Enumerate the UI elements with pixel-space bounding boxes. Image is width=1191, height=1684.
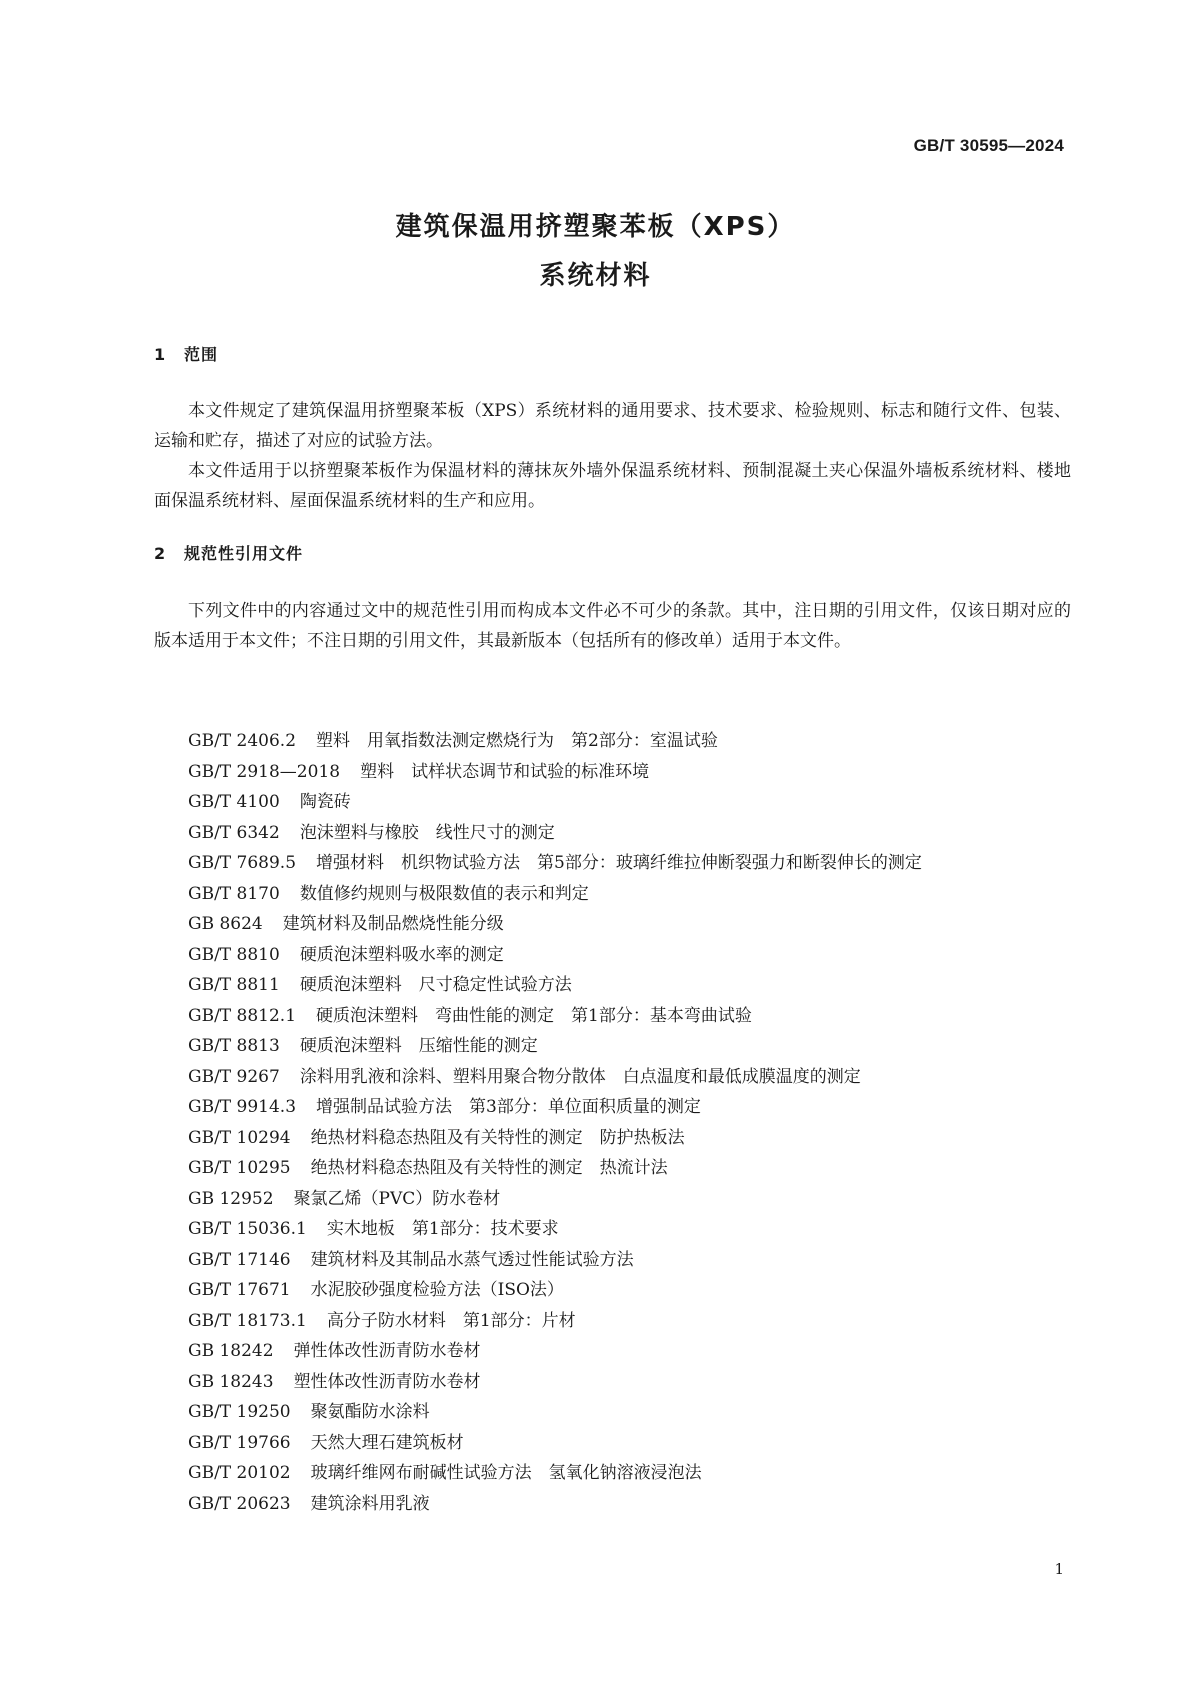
reference-code: GB/T 8811 [188,975,280,995]
reference-title: 硬质泡沫塑料 尺寸稳定性试验方法 [299,975,572,995]
reference-title: 塑料 试样状态调节和试验的标准环境 [360,761,650,782]
paragraph: 本文件规定了建筑保温用挤塑聚苯板（XPS）系统材料的通用要求、技术要求、检验规则、标志和随行文件、包装、运输和贮存，描述了对应的试验方法。 [154,401,1071,451]
section-number: 2 [154,544,167,563]
reference-title: 增强材料 机织物试验方法 第5部分：玻璃纤维拉伸断裂强力和断裂伸长的测定 [316,853,922,873]
reference-item [188,1306,922,1337]
reference-code: GB/T 10295 [188,1158,291,1178]
reference-title: 陶瓷砖 [299,792,351,812]
reference-title: 建筑涂料用乳液 [310,1493,430,1514]
reference-list [188,726,922,1519]
reference-title: 塑性体改性沥青防水卷材 [293,1371,481,1392]
section-2-heading [154,541,303,564]
reference-item [188,726,922,757]
reference-item [188,1031,922,1062]
reference-code: GB/T 8812.1 [188,1005,297,1026]
reference-item [188,1062,922,1093]
section-number: 1 [154,345,167,364]
reference-title: 塑料 用氧指数法测定燃烧行为 第2部分：室温试验 [316,731,718,751]
reference-item [188,879,922,910]
reference-code: GB/T 20623 [188,1493,291,1514]
reference-code: GB/T 2406.2 [188,731,297,751]
reference-item [188,1123,922,1154]
reference-title: 水泥胶砂强度检验方法（ISO法） [310,1280,564,1300]
document-subtitle: 系统材料 [539,261,652,291]
reference-title: 建筑材料及制品燃烧性能分级 [282,914,504,934]
reference-item [188,1214,922,1245]
reference-title: 玻璃纤维网布耐碱性试验方法 氢氧化钠溶液浸泡法 [310,1463,702,1483]
reference-code: GB/T 9267 [188,1066,280,1087]
reference-code: GB/T 8810 [188,944,280,965]
reference-item [188,818,922,849]
reference-code: GB 18242 [188,1341,274,1361]
reference-title: 高分子防水材料 第1部分：片材 [326,1310,576,1331]
paragraph: 本文件适用于以挤塑聚苯板作为保温材料的薄抹灰外墙外保温系统材料、预制混凝土夹心保温外墙板系统材料、楼地面保温系统材料、屋面保温系统材料的生产和应用。 [154,461,1071,511]
reference-title: 绝热材料稳态热阻及有关特性的测定 热流计法 [310,1158,668,1178]
reference-item [188,1275,922,1306]
reference-item [188,1245,922,1276]
reference-code: GB 18243 [188,1371,274,1392]
paragraph: 下列文件中的内容通过文中的规范性引用而构成本文件必不可少的条款。其中，注日期的引用文件，仅该日期对应的版本适用于本文件；不注日期的引用文件，其最新版本（包括所有的修改单）适用于本文件。 [154,601,1071,651]
reference-item [188,787,922,818]
reference-title: 聚氨酯防水涂料 [310,1402,430,1422]
document-title: 建筑保温用挤塑聚苯板（XPS） [395,212,796,242]
reference-item [188,1397,922,1428]
reference-item [188,1458,922,1489]
reference-code: GB 12952 [188,1188,274,1209]
reference-code: GB/T 17671 [188,1280,291,1300]
reference-item [188,1001,922,1032]
reference-code: GB/T 18173.1 [188,1310,307,1331]
reference-title: 数值修约规则与极限数值的表示和判定 [299,883,589,904]
section-title: 规范性引用文件 [184,544,304,563]
page-number: 1 [1054,1560,1064,1578]
reference-code: GB/T 6342 [188,822,280,843]
reference-code: GB/T 20102 [188,1463,291,1483]
reference-code: GB/T 4100 [188,792,280,812]
reference-code: GB/T 19766 [188,1432,291,1453]
reference-item [188,1367,922,1398]
reference-code: GB/T 2918—2018 [188,761,341,782]
reference-item [188,1153,922,1184]
reference-code: GB/T 10294 [188,1127,291,1148]
section-1-heading [154,342,218,365]
reference-item [188,1336,922,1367]
reference-title: 建筑材料及其制品水蒸气透过性能试验方法 [310,1249,634,1270]
reference-code: GB/T 8813 [188,1036,280,1056]
reference-title: 弹性体改性沥青防水卷材 [293,1341,481,1361]
reference-code: GB 8624 [188,914,263,934]
reference-code: GB/T 9914.3 [188,1097,297,1117]
reference-item [188,1092,922,1123]
reference-item [188,1489,922,1520]
standard-number: GB/T 30595—2024 [913,136,1064,155]
reference-title: 泡沫塑料与橡胶 线性尺寸的测定 [299,822,555,843]
reference-item [188,909,922,940]
reference-item [188,1184,922,1215]
reference-item [188,757,922,788]
reference-code: GB/T 7689.5 [188,853,297,873]
reference-title: 绝热材料稳态热阻及有关特性的测定 防护热板法 [310,1127,685,1148]
reference-item [188,1428,922,1459]
reference-title: 涂料用乳液和涂料、塑料用聚合物分散体 白点温度和最低成膜温度的测定 [299,1066,861,1087]
section-title: 范围 [184,345,219,364]
reference-title: 硬质泡沫塑料 压缩性能的测定 [299,1036,538,1056]
reference-item [188,970,922,1001]
reference-title: 天然大理石建筑板材 [310,1432,464,1453]
reference-code: GB/T 19250 [188,1402,291,1422]
reference-item [188,940,922,971]
reference-title: 硬质泡沫塑料 弯曲性能的测定 第1部分：基本弯曲试验 [316,1005,752,1026]
reference-title: 增强制品试验方法 第3部分：单位面积质量的测定 [316,1097,701,1117]
reference-code: GB/T 17146 [188,1249,291,1270]
reference-title: 实木地板 第1部分：技术要求 [326,1219,559,1239]
reference-title: 硬质泡沫塑料吸水率的测定 [299,944,504,965]
reference-code: GB/T 8170 [188,883,280,904]
reference-title: 聚氯乙烯（PVC）防水卷材 [293,1188,501,1209]
reference-item [188,848,922,879]
reference-code: GB/T 15036.1 [188,1219,307,1239]
